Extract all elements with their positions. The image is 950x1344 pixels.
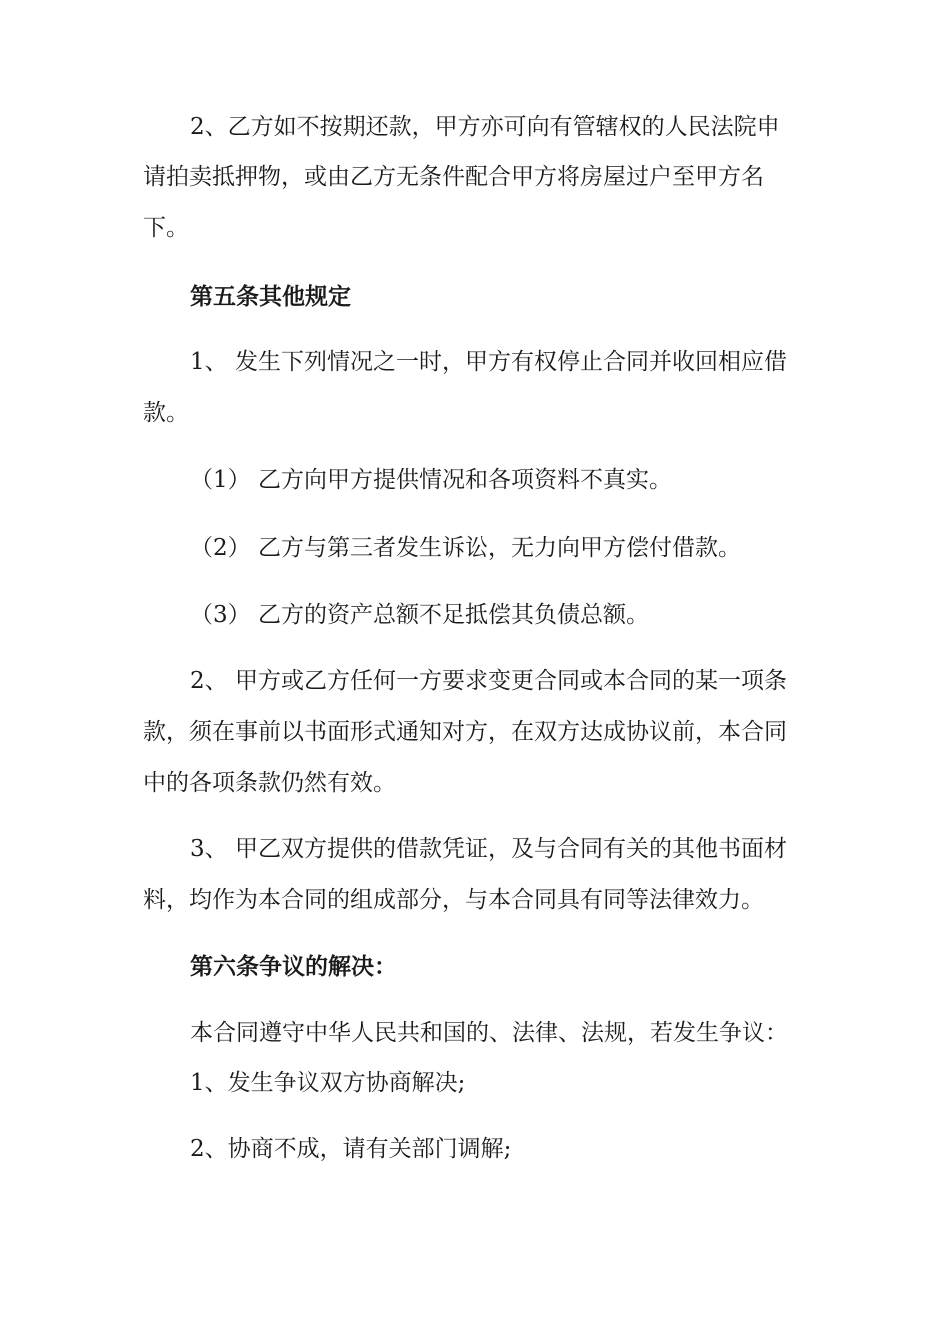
paragraph-line: 款。 (143, 400, 189, 426)
paragraph-line: 下。 (143, 215, 189, 241)
list-item: 2、协商不成，请有关部门调解; (190, 1136, 512, 1162)
section-heading: 第五条其他规定 (190, 284, 351, 310)
paragraph-line: 本合同遵守中华人民共和国的、法律、法规，若发生争议： (190, 1020, 788, 1046)
paragraph-line: 2、乙方如不按期还款，甲方亦可向有管辖权的人民法院申 (190, 114, 780, 140)
section-heading: 第六条争议的解决： (190, 954, 397, 980)
paragraph-line: 1、 发生下列情况之一时，甲方有权停止合同并收回相应借 (190, 349, 787, 375)
list-item: （3） 乙方的资产总额不足抵偿其负债总额。 (190, 602, 649, 628)
list-item: （1） 乙方向甲方提供情况和各项资料不真实。 (190, 467, 672, 493)
paragraph-line: 中的各项条款仍然有效。 (143, 770, 396, 796)
list-item: （2） 乙方与第三者发生诉讼，无力向甲方偿付借款。 (190, 535, 741, 561)
paragraph-line: 请拍卖抵押物，或由乙方无条件配合甲方将房屋过户至甲方名 (143, 164, 764, 190)
paragraph-line: 3、 甲乙双方提供的借款凭证，及与合同有关的其他书面材 (190, 836, 787, 862)
paragraph-line: 款，须在事前以书面形式通知对方，在双方达成协议前，本合同 (143, 719, 787, 745)
paragraph-line: 2、 甲方或乙方任何一方要求变更合同或本合同的某一项条 (190, 668, 787, 694)
list-item: 1、发生争议双方协商解决; (190, 1070, 466, 1096)
paragraph-line: 料，均作为本合同的组成部分，与本合同具有同等法律效力。 (143, 887, 764, 913)
